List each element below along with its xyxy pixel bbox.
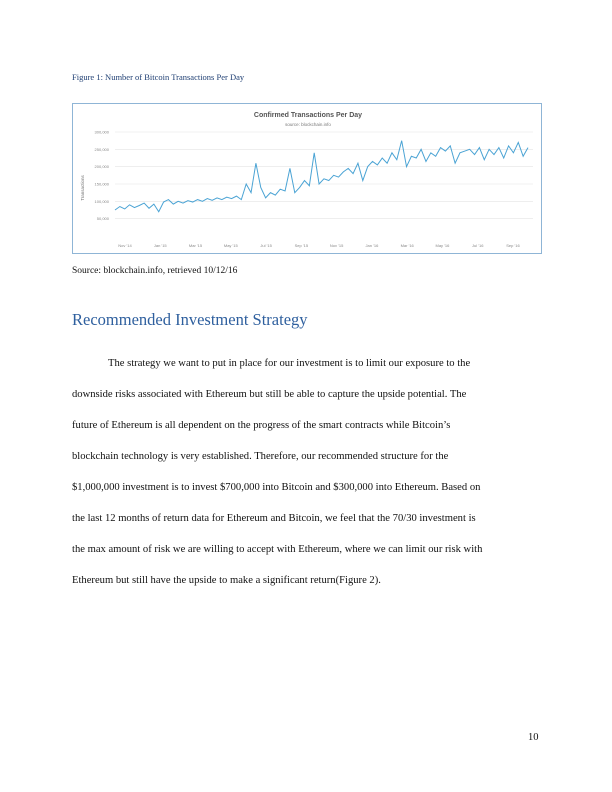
paragraph-line: The strategy we want to put in place for our investment is to limit our exposure to the [108, 358, 471, 369]
paragraph-line: the max amount of risk we are willing to accept with Ethereum, where we can limit our risk with [72, 544, 483, 555]
paragraph-line: future of Ethereum is all dependent on the progress of the smart contracts while Bitcoin’s [72, 420, 451, 431]
paragraph-line: downside risks associated with Ethereum but still be able to capture the upside potential. The [72, 389, 467, 400]
chart-gridlines [115, 132, 533, 219]
x-tick-label: Sep '16 [506, 243, 520, 248]
x-tick-label: Jul '16 [472, 243, 484, 248]
y-tick-label: 100,000 [94, 198, 109, 204]
section-heading: Recommended Investment Strategy [72, 310, 308, 329]
chart-x-ticks [118, 243, 520, 248]
chart-subtitle: source: blockchain.info [285, 122, 331, 127]
x-tick-label: Sep '15 [294, 243, 309, 248]
paragraph-line: Ethereum but still have the upside to make a significant return(Figure 2). [72, 575, 381, 586]
chart-title: Confirmed Transactions Per Day [253, 112, 363, 119]
x-tick-label: Jul '15 [260, 243, 272, 248]
x-tick-label: Mar '15 [188, 243, 203, 248]
paragraph-line: the last 12 months of return data for Ethereum and Bitcoin, we feel that the 70/30 investment is [72, 513, 476, 524]
y-tick-label: 50,000 [96, 216, 109, 222]
figure-caption: Figure 1: Number of Bitcoin Transactions Per Day [72, 72, 245, 82]
chart-y-axis-label: Transactions [80, 175, 85, 201]
transactions-chart [72, 103, 542, 254]
x-tick-label: May '15 [223, 243, 238, 248]
source-citation: Source: blockchain.info, retrieved 10/12/16 [72, 266, 238, 276]
chart-y-ticks [95, 130, 110, 222]
y-tick-label: 200,000 [94, 164, 109, 170]
y-tick-label: 250,000 [94, 146, 109, 152]
x-tick-label: Mar '16 [400, 243, 414, 248]
y-tick-label: 300,000 [94, 129, 109, 135]
paragraph-line: blockchain technology is very established. Therefore, our recommended structure for the [72, 451, 449, 462]
x-tick-label: May '16 [435, 243, 450, 248]
chart-svg [73, 104, 543, 255]
y-tick-label: 150,000 [94, 181, 109, 187]
paragraph-line: $1,000,000 investment is to invest $700,000 into Bitcoin and $300,000 into Ethereum. Based on [72, 482, 481, 493]
x-tick-label: Nov '14 [118, 243, 132, 248]
page-number: 10 [528, 732, 539, 743]
x-tick-label: Jan '16 [365, 243, 379, 248]
x-tick-label: Nov '15 [329, 243, 344, 248]
body-paragraph [72, 348, 544, 596]
x-tick-label: Jan '15 [153, 243, 167, 248]
